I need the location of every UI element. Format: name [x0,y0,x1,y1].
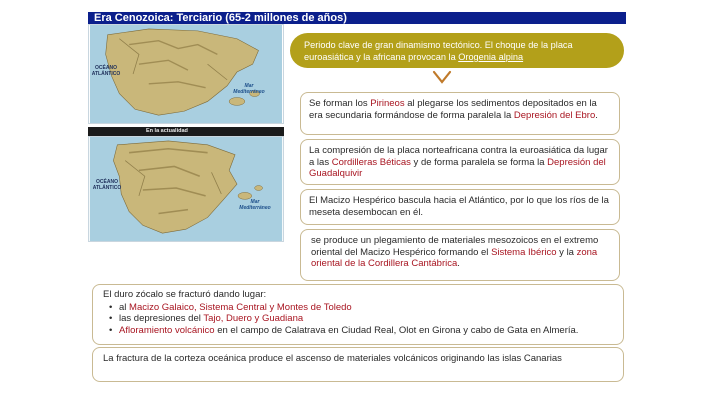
present-day-label: En la actualidad [88,127,284,136]
list-item [103,325,613,337]
fact-macizo-hesperico [300,189,620,225]
fact-text: La compresión de la placa norteafricana contra la euroasiática da lugar a las [309,145,608,168]
term-depresiones: Tajo, Duero y Guadiana [203,313,304,324]
zocalo-list [103,302,613,337]
alpine-orogeny-term: Orogenia alpina [458,52,524,62]
fact-text: . [595,109,598,121]
fact-text: . [457,258,460,269]
map-present-iberia [88,136,284,242]
bullet-icon: • [109,301,113,313]
fact-canarias [92,347,624,382]
fact-sistema-iberico [300,229,620,281]
fact-text: y de forma paralela se forma la [410,156,548,168]
fact-text: El Macizo Hespérico bascula hacia el Atlántico, por lo que los ríos de la meseta desembocan en él. [309,195,609,218]
bullet-icon: • [109,324,113,336]
fact-pirineos [300,92,620,135]
term-depresion-ebro: Depresión del Ebro [513,109,596,121]
term-macizo-galaico: Macizo Galaico, Sistema Central y Montes de Toledo [129,301,352,313]
fact-text: y la [556,246,577,258]
term-depresion-guadalquivir: Depresión del Guadalquivir [309,156,606,179]
fact-beticas [300,139,620,185]
section-title: Era Cenozoica: Terciario (65-2 millones de años) [88,12,626,24]
key-fact-pill [290,33,624,68]
fact-text: Se forman los [309,98,371,109]
fact-text: las depresiones del [119,313,204,324]
term-pirineos: Pirineos [370,98,405,109]
key-fact-text: Periodo clave de gran dinamismo tectónico. El choque de la placa euroasiática y la africana provocan la [304,40,573,62]
list-item [103,313,613,325]
sea-label: Mar Mediterráneo [233,83,265,95]
fact-zocalo [92,284,624,345]
bullet-icon: • [109,313,113,324]
ocean-label: OCÉANO ATLÁNTICO [91,65,121,77]
term-afloramiento-volcanico: Afloramiento volcánico [119,324,215,336]
fact-text: al plegarse los sedimentos depositados en la era secundaria formándose de forma paralela la [309,98,597,121]
fact-text: se produce un plegamiento de materiales mesozoicos en el extremo oriental del Macizo Hespérico formando el [311,235,599,258]
fact-text: La fractura de la corteza oceánica produce el ascenso de materiales volcánicos originando las islas Canarias [103,353,562,364]
map-tertiary-iberia [88,24,284,124]
term-cordillera-cantabrica: zona oriental de la Cordillera Cantábrica [311,246,598,269]
term-cordilleras-beticas: Cordilleras Béticas [331,156,411,168]
sea-label: Mar Mediterráneo [239,199,271,211]
list-item [103,302,613,314]
term-sistema-iberico: Sistema Ibérico [491,246,557,258]
fact-text: en el campo de Calatrava en Ciudad Real, Olot en Girona y cabo de Gata en Almería. [214,324,579,336]
fact-text: al [119,301,130,313]
down-arrow-icon [430,68,454,88]
zocalo-intro: El duro zócalo se fracturó dando lugar: [103,289,267,300]
ocean-label: OCÉANO ATLÁNTICO [92,179,122,191]
